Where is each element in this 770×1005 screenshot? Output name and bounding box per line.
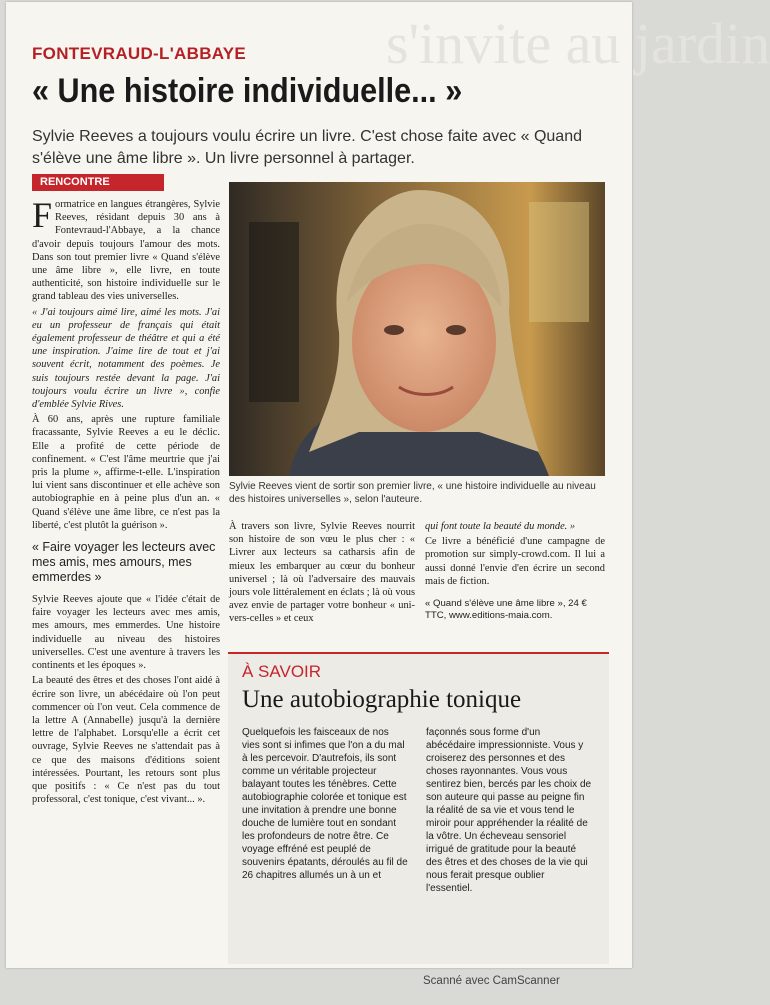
portrait-illustration [229,182,605,476]
book-reference: « Quand s'élève une âme libre », 24 € TTC, www.editions-maia.com. [425,598,587,622]
newspaper-page [6,2,770,968]
box-title: Une autobiographie tonique [242,686,522,713]
adjacent-article-bleed: s'invite au jardin [386,11,770,76]
article-column-1 [32,195,220,958]
deck: Sylvie Reeves a toujours voulu écrire un livre. C'est chose faite avec « Quand s'élève une âme libre ». Un livre personnel à partager. [32,128,582,167]
box-column-right: façonnés sous forme d'un abécédaire impressionniste. Vous y croiserez des personnes et des choses rayonnantes. Vous vous sentirez bien, bercés par les choix de son auteure qui passe au peigne fin la réalité de sa vie et vous tend le miroir pour appréhender la réalité de la vôtre. Un écheveau sensoriel irrigué de gratitude pour la beauté des êtres et des choses de la vie qui nous ferait presque oublier l'essentiel. [426,727,592,894]
paragraph: Formatrice en langues étrangères, Sylvie Reeves, résidant depuis 30 ans à Fontevraud-l'Abbaye, a la chance d'avoir depuis toujours l'amour des mots. Dans son tout premier livre « Quand s'élève une âme libre », elle livre, en toute authenticité, son histoire individuelle sur le grand tableau des vies universelles. [32,195,220,303]
box-column-left: Quelquefois les faisceaux de nos vies sont si infimes que l'on a du mal à les percevoir. D'autrefois, ils sont comme un véritable projecteur balayant toutes les ténèbres. Cette autobiographie colorée et tonique est une invitation à prendre une bonne douche de lumière tout en sondant les profondeurs de notre être. Ce voyage effréné est peuplé de souvenirs épatants, déroulés au fil de 26 chapitres allumés un à un et [242,727,408,881]
author-photo [229,182,605,476]
pull-quote: « Faire voyager les lecteurs avec mes amis, mes amours, mes emmerdes » [32,540,216,585]
rubric-tag: RENCONTRE [32,174,164,191]
headline: « Une histoire individuelle... » [32,72,463,110]
paragraph: La beauté des êtres et des choses l'ont aidé à écrire son livre, un abécédaire où l'on peut commencer où l'on veut. Cela commence de la lettre A (Annabelle) jusqu'à la dernière lettre de l'alphabet. Lorsqu'elle a écrit cet ouvrage, Sylvie Reeves ne s'attendait pas à ce que des maisons d'éditions soient intéressées. Pourtant, les retours sont plus que positifs : « Ce n'est pas du tout professoral, c'est tonique, c'est vivant... ». [32,675,220,806]
a-savoir-box [228,652,609,964]
article-column-2 [229,520,415,628]
section-label: FONTEVRAUD-L'ABBAYE [32,44,247,63]
drop-cap: F [32,195,53,235]
paragraph: À travers son livre, Sylvie Reeves nourrit son histoire de son vœu le plus cher : « Livrer aux lecteurs sa catharsis afin de mieux les embarquer au cœur du bonheur universel ; là où l'adversaire des mauvais jours vole littéralement en éclats ; là où vous avez envie de partager votre bonheur « uni-vers-celles » et ceux [229,521,415,625]
photo-caption: Sylvie Reeves vient de sortir son premier livre, « une histoire individuelle au niveau des histoires universelles », selon l'auteure. [229,481,596,505]
paragraph: À 60 ans, après une rupture familiale fracassante, Sylvie Reeves a eu le déclic. Elle a profité de cette période de confinement. « C'est l'âme meurtrie que j'ai pris la plume », affirme-t-elle. L'inspiration lui vient sans discontinuer et elle achève son autobiographie en à peine plus d'un an. « Quand s'élève une âme libre, ce n'est pas la liberté, c'est plutôt la guérison ». [32,414,220,531]
paragraph: Ce livre a bénéficié d'une campagne de promotion sur simply-crowd.com. Il lui a aussi donné l'envie d'en écrire un second mais de fiction. [425,536,605,587]
quote-paragraph: « J'ai toujours aimé lire, aimé les mots. J'ai eu un professeur de français qui était également professeur de théâtre et qui a été une inspiration. J'aime lire de tout et j'ai souvent écrit, notamment des poèmes. Je suis toujours restée devant la page. J'ai toujours voulu écrire un livre », confie d'emblée Sylvie Rives. [32,306,220,411]
paragraph: Sylvie Reeves ajoute que « l'idée c'était de faire voyager les lecteurs avec mes amis, mes amours, mes emmerdes. Une histoire individuelle au niveau des histoires universelles. C'est une aventure à travers les continents et les époques ». [32,594,220,672]
box-kicker: À SAVOIR [242,662,322,681]
article-column-3 [425,520,605,622]
scan-credit: Scanné avec CamScanner [423,975,560,987]
quote-end: qui font toute la beauté du monde. » [425,521,576,532]
